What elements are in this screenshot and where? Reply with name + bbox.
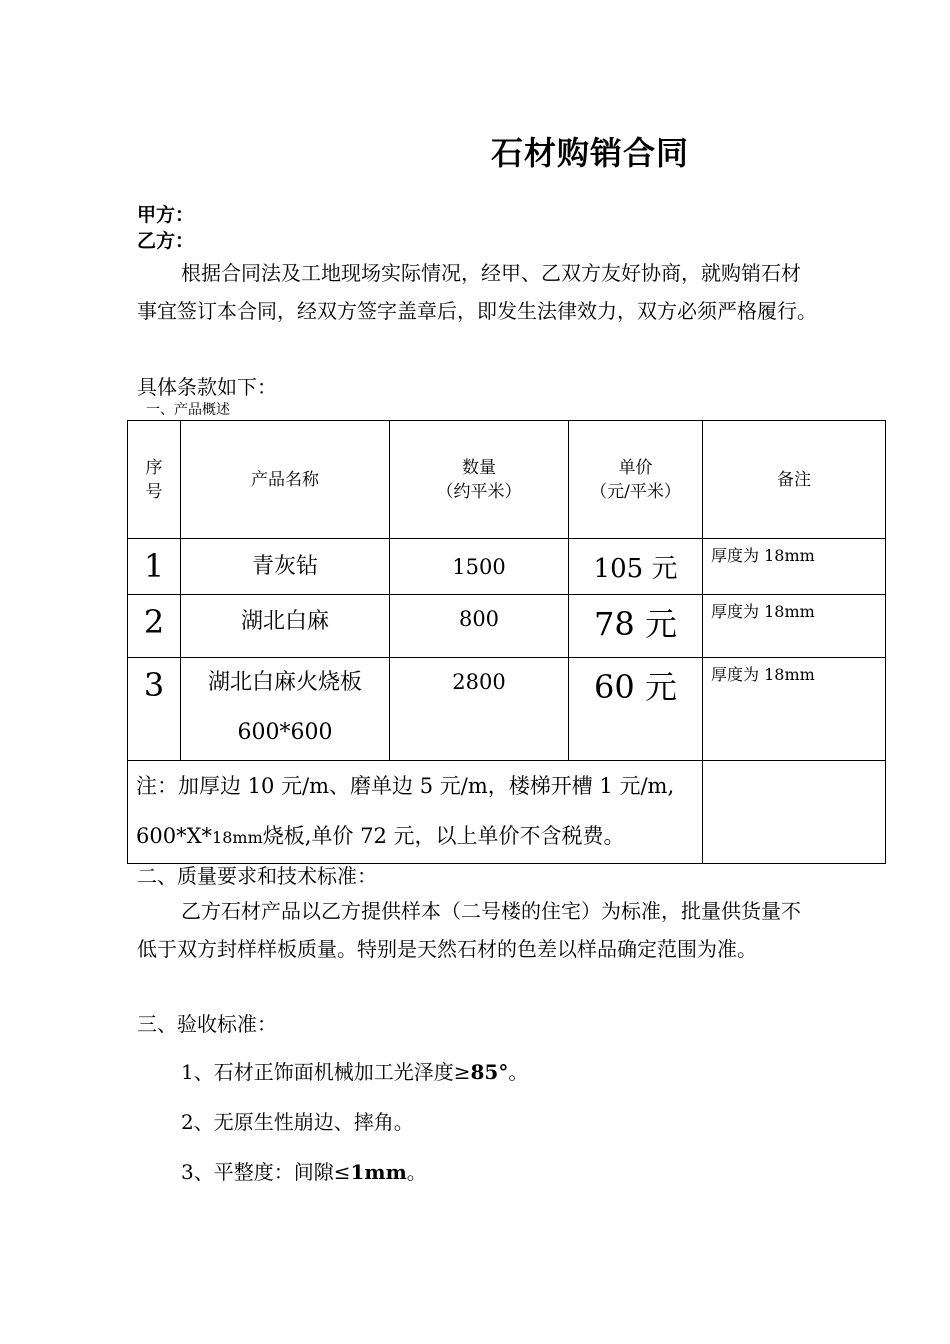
row-seq: 3: [128, 658, 181, 761]
intro-paragraph: 根据合同法及工地现场实际情况，经甲、乙双方友好协商，就购销石材事宜签订本合同，经双方签字盖章后，即发生法律效力，双方必须严格履行。: [137, 261, 817, 323]
table-header-row: [128, 421, 886, 539]
table-note-row: [128, 761, 886, 864]
row-name: 青灰钻: [181, 539, 390, 595]
header-price: 单价 （元/平米）: [569, 421, 703, 539]
row-price: 105 元: [569, 539, 703, 595]
row-remark: 厚度为 18mm: [703, 595, 886, 658]
header-qty: 数量 （约平米）: [390, 421, 569, 539]
acceptance-item-3: 3、平整度：间隙≤1mm。: [181, 1160, 427, 1184]
row-price: 78 元: [569, 595, 703, 658]
acceptance-item-1: 1、石材正饰面机械加工光泽度≥85°。: [181, 1060, 529, 1084]
header-remark: 备注: [703, 421, 886, 539]
row-name: 湖北白麻: [181, 595, 390, 658]
table-note: 注：加厚边 10 元/m、磨单边 5 元/m，楼梯开槽 1 元/m, 600*X*18mm烧板,单价 72 元，以上单价不含税费。: [128, 761, 703, 864]
document-title: 石材购销合同: [490, 134, 689, 172]
acceptance-item-2: 2、无原生性崩边、摔角。: [181, 1110, 414, 1134]
row-remark: 厚度为 18mm: [703, 658, 886, 761]
section-3-heading: 三、验收标准：: [137, 1012, 277, 1036]
section-2-heading: 二、质量要求和技术标准：: [137, 864, 377, 888]
row-price: 60 元: [569, 658, 703, 761]
note-empty-cell: [703, 761, 886, 864]
row-name: 湖北白麻火烧板 600*600: [181, 658, 390, 761]
product-table: [127, 420, 886, 864]
table-row: [128, 595, 886, 658]
header-name: 产品名称: [181, 421, 390, 539]
row-remark: 厚度为 18mm: [703, 539, 886, 595]
section-1-heading: 一、产品概述: [146, 402, 230, 418]
table-row: [128, 658, 886, 761]
row-qty: 2800: [390, 658, 569, 761]
party-a-label: 甲方：: [137, 204, 195, 226]
section-2-text: 乙方石材产品以乙方提供样本（二号楼的住宅）为标准，批量供货量不低于双方封样样板质量。特别是天然石材的色差以样品确定范围为准。: [137, 899, 801, 961]
terms-intro: 具体条款如下：: [137, 375, 277, 399]
header-seq: 序 号: [128, 421, 181, 539]
row-qty: 1500: [390, 539, 569, 595]
row-seq: 1: [128, 539, 181, 595]
table-row: [128, 539, 886, 595]
row-seq: 2: [128, 595, 181, 658]
row-qty: 800: [390, 595, 569, 658]
party-b-label: 乙方：: [137, 230, 195, 252]
